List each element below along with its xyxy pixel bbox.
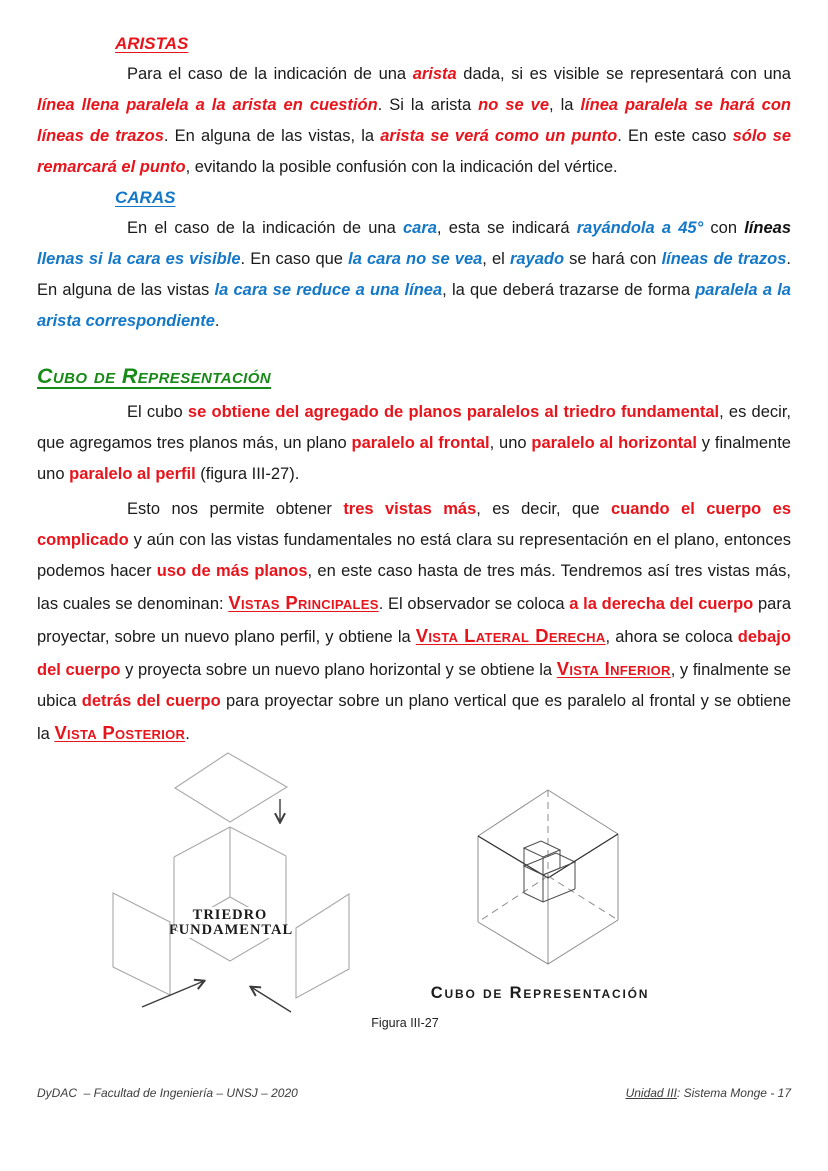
section-heading-caras: CARAS [115,188,176,207]
paragraph-cubo-2: Esto nos permite obtener tres vistas más, es decir, que cuando el cuerpo es complicado y aún con las vistas fundamentales no está clara su representación en el plano, entonces podemos hacer uso de más planos, en este caso hasta de tres más. Tendremos así tres vistas más, las cuales se denominan: Vistas Principales. El observador se coloca a la derecha del cuerpo para proyectar, sobre un nuevo plano perfil, y obtiene la Vista Lateral Derecha, ahora se coloca debajo del cuerpo y proyecta sobre un nuevo plano horizontal y se obtiene la Vista Inferior, y finalmente se ubica detrás del cuerpo para proyectar sobre un plano vertical que es paralelo al frontal y se obtiene la Vista Posterior. [37,500,792,743]
profile-plane-right-shape [296,894,349,998]
document-content [0,33,828,750]
triedro-exploded-diagram [100,745,370,1035]
figure-number-caption: Figura III-27 [371,1016,439,1030]
section-heading-cubo-de-representacion: Cubo de Representación [37,364,272,388]
bottom-right-arrow [251,987,291,1012]
section-heading-aristas: ARISTAS [115,34,189,53]
bottom-left-arrow [142,981,204,1007]
paragraph-aristas: Para el caso de la indicación de una arista dada, si es visible se representará con una línea llena paralela a la arista en cuestión. Si la arista no se ve, la línea paralela se hará con líneas de trazos. En alguna de las vistas, la arista se verá como un punto. En este caso sólo se remarcará el punto, evitando la posible confusión con la indicación del vértice. [37,65,792,176]
footer-right-text [626,1086,791,1100]
horizontal-plane-shape [175,753,287,822]
paragraph-cubo-1: El cubo se obtiene del agregado de planos paralelos al triedro fundamental, es decir, que agregamos tres planos más, un plano paralelo al frontal, uno paralelo al horizontal y finalmente uno paralelo al perfil (figura III-27). [37,403,791,483]
triedro-shape [174,827,286,961]
representation-cube-diagram [465,778,635,973]
page-footer [37,1086,791,1100]
inner-solid-shape [524,841,575,902]
triedro-label-line2: FUNDAMENTAL [168,922,294,938]
triedro-label-line1: TRIEDRO [192,907,268,923]
profile-plane-left-shape [113,893,170,995]
cube-diagram-caption: Cubo de Representación [430,984,650,1002]
paragraph-caras: En el caso de la indicación de una cara, esta se indicará rayándola a 45° con líneas llenas si la cara es visible. En caso que la cara no se vea, el rayado se hará con líneas de trazos. En alguna de las vistas la cara se reduce a una línea, la que deberá trazarse de forma paralela a la arista correspondiente. [37,219,792,330]
footer-page-label: : Sistema Monge - 17 [676,1086,791,1100]
footer-left-text: DyDAC – Facultad de Ingeniería – UNSJ – 2020 [37,1086,298,1100]
footer-unit-label: Unidad III [625,1086,677,1100]
